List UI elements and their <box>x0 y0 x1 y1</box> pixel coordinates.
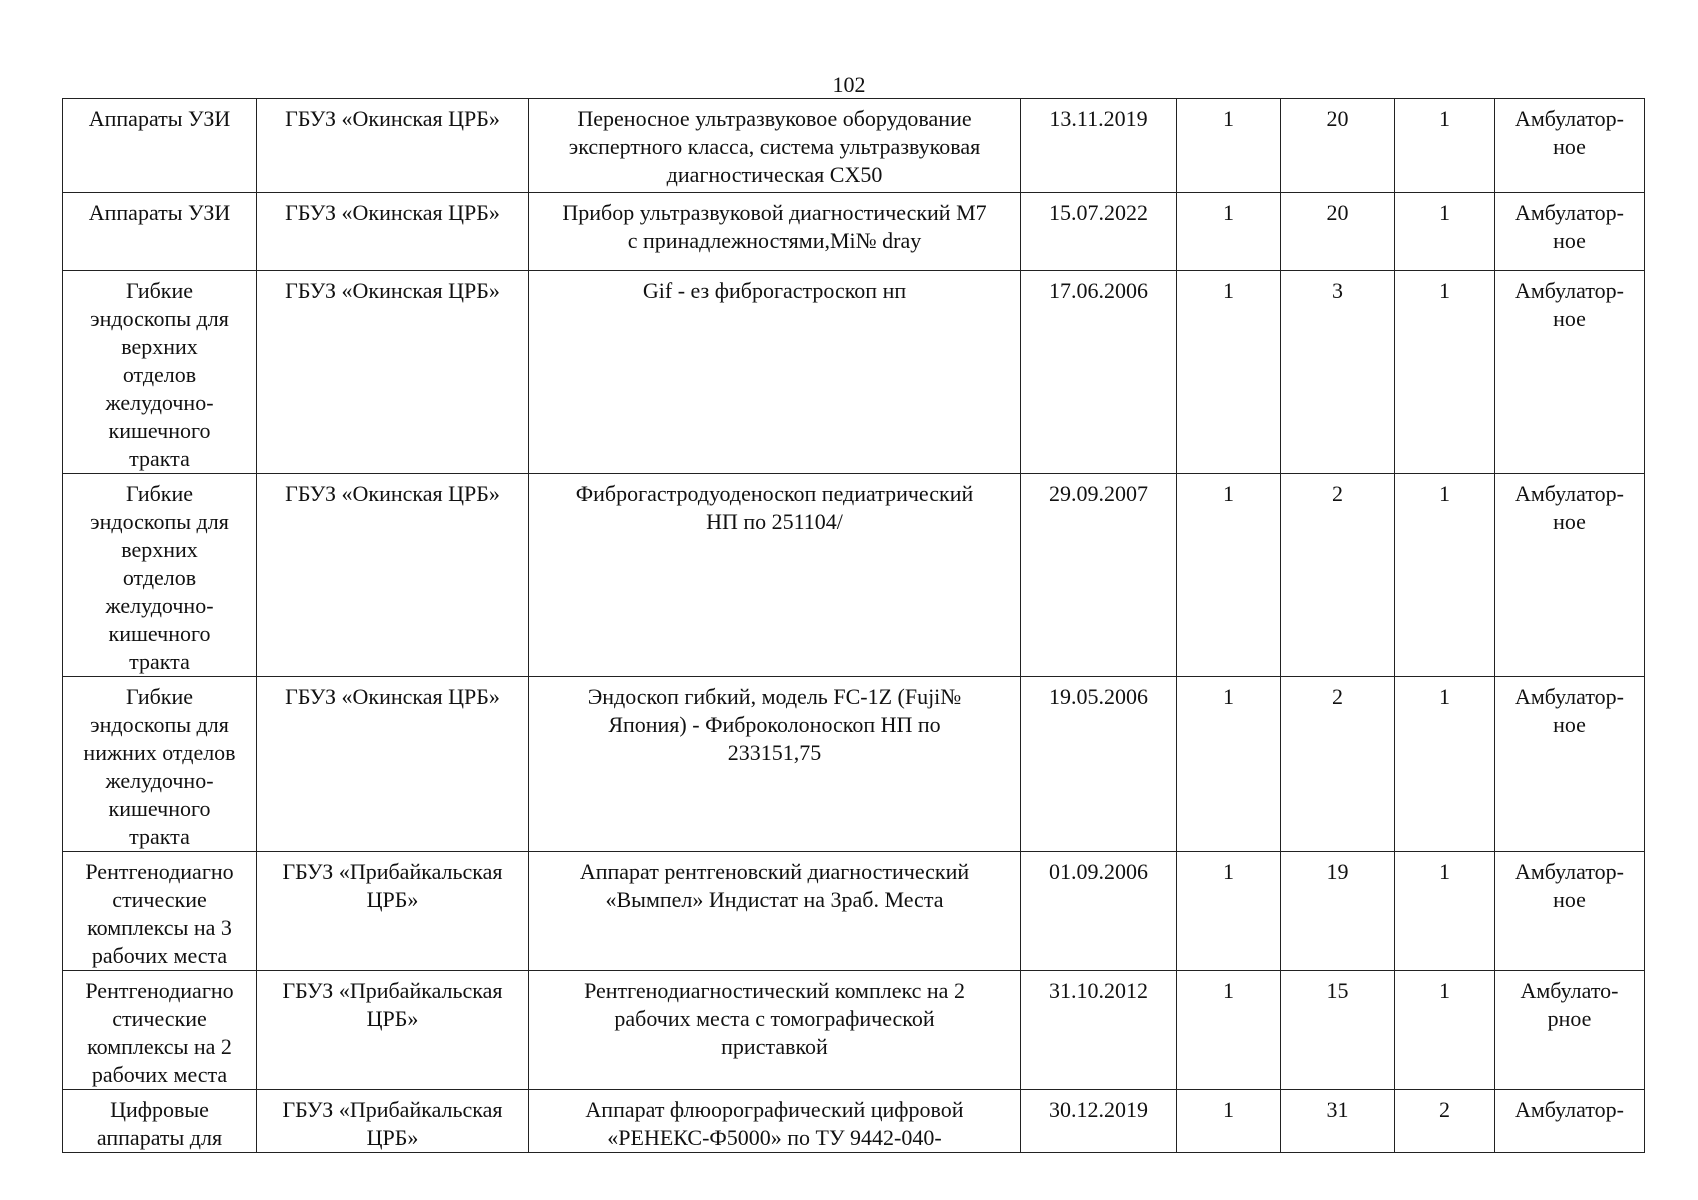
table-row <box>63 1090 1645 1153</box>
cell-description <box>529 99 1021 193</box>
cell-condition-line: ное <box>1553 887 1586 912</box>
cell-condition-line: Амбулатор- <box>1514 106 1625 131</box>
cell-description <box>529 1090 1021 1153</box>
cell-description-line: Прибор ультразвуковой диагностический M7 <box>562 200 987 225</box>
cell-col7-value: 1 <box>1439 106 1450 131</box>
cell-category-line: кишечного <box>108 796 211 821</box>
cell-description <box>529 271 1021 474</box>
cell-organization <box>257 474 529 677</box>
cell-category-line: Аппараты УЗИ <box>88 106 231 131</box>
cell-condition-line: Амбулатор- <box>1514 859 1625 884</box>
cell-category-line: Гибкие <box>125 278 194 303</box>
cell-col6 <box>1281 852 1395 971</box>
cell-date-value: 17.06.2006 <box>1049 278 1148 303</box>
cell-col7 <box>1395 474 1495 677</box>
cell-condition-line: ное <box>1553 712 1586 737</box>
cell-category-line: Гибкие <box>125 684 194 709</box>
cell-organization <box>257 677 529 852</box>
cell-category-line: кишечного <box>108 621 211 646</box>
cell-organization-line: ГБУЗ «Окинская ЦРБ» <box>285 200 500 225</box>
cell-col6-value: 31 <box>1326 1097 1349 1122</box>
cell-col7-value: 1 <box>1439 481 1450 506</box>
cell-organization <box>257 852 529 971</box>
cell-col5-value: 1 <box>1223 200 1234 225</box>
cell-condition <box>1495 1090 1645 1153</box>
cell-condition-line: ное <box>1553 306 1586 331</box>
cell-organization-line: ЦРБ» <box>366 887 419 912</box>
cell-category-line: Рентгенодиагно <box>85 859 234 884</box>
cell-col6 <box>1281 971 1395 1090</box>
table-row <box>63 193 1645 271</box>
cell-col7-value: 2 <box>1439 1097 1450 1122</box>
cell-col6-value: 20 <box>1326 106 1349 131</box>
cell-col6 <box>1281 677 1395 852</box>
cell-col6 <box>1281 193 1395 271</box>
cell-description-line: экспертного класса, система ультразвуковая <box>568 134 981 159</box>
cell-date <box>1021 1090 1177 1153</box>
cell-description-line: Рентгенодиагностический комплекс на 2 <box>584 978 965 1003</box>
cell-col5 <box>1177 99 1281 193</box>
table-row <box>63 971 1645 1090</box>
cell-category-line: тракта <box>129 649 190 674</box>
cell-category-line: эндоскопы для <box>90 509 229 534</box>
cell-date-value: 15.07.2022 <box>1049 200 1148 225</box>
cell-col5-value: 1 <box>1223 278 1234 303</box>
cell-category-line: комплексы на 3 <box>87 915 232 940</box>
cell-col7 <box>1395 99 1495 193</box>
cell-col6-value: 3 <box>1332 278 1343 303</box>
cell-col7-value: 1 <box>1439 978 1450 1003</box>
cell-date <box>1021 852 1177 971</box>
cell-col5 <box>1177 474 1281 677</box>
cell-category-line: желудочно- <box>105 768 214 793</box>
cell-organization-line: ГБУЗ «Окинская ЦРБ» <box>285 481 500 506</box>
cell-category-line: нижних отделов <box>83 740 236 765</box>
cell-col6-value: 15 <box>1326 978 1349 1003</box>
cell-col5-value: 1 <box>1223 1097 1234 1122</box>
cell-description-line: Gif - ез фиброгастроскоп нп <box>642 278 907 303</box>
cell-description-line: Фиброгастродуоденоскоп педиатрический <box>575 481 974 506</box>
cell-category-line: тракта <box>129 446 190 471</box>
cell-description-line: 233151,75 <box>727 740 822 765</box>
cell-col7-value: 1 <box>1439 859 1450 884</box>
cell-col6 <box>1281 271 1395 474</box>
cell-description <box>529 474 1021 677</box>
cell-organization-line: ГБУЗ «Прибайкальская <box>282 978 503 1003</box>
cell-date <box>1021 474 1177 677</box>
cell-col6 <box>1281 99 1395 193</box>
cell-category-line: желудочно- <box>105 390 214 415</box>
cell-category-line: Рентгенодиагно <box>85 978 234 1003</box>
cell-organization-line: ГБУЗ «Окинская ЦРБ» <box>285 684 500 709</box>
cell-category-line: рабочих места <box>91 943 228 968</box>
cell-col7 <box>1395 971 1495 1090</box>
cell-category-line: Аппараты УЗИ <box>88 200 231 225</box>
cell-col7 <box>1395 193 1495 271</box>
cell-col6 <box>1281 1090 1395 1153</box>
cell-description-line: диагностическая CX50 <box>666 162 883 187</box>
cell-description-line: Аппарат рентгеновский диагностический <box>579 859 970 884</box>
cell-description <box>529 852 1021 971</box>
table-row <box>63 677 1645 852</box>
cell-col5 <box>1177 193 1281 271</box>
cell-date-value: 01.09.2006 <box>1049 859 1148 884</box>
cell-date <box>1021 271 1177 474</box>
cell-condition-line: Амбулатор- <box>1514 278 1625 303</box>
cell-col5-value: 1 <box>1223 859 1234 884</box>
cell-description-line: «Вымпел» Индистат на 3раб. Места <box>605 887 944 912</box>
cell-date <box>1021 193 1177 271</box>
cell-description-line: Переносное ультразвуковое оборудование <box>577 106 972 131</box>
cell-col7-value: 1 <box>1439 200 1450 225</box>
cell-category <box>63 1090 257 1153</box>
cell-category-line: отделов <box>122 362 197 387</box>
cell-condition <box>1495 193 1645 271</box>
cell-condition-line: Амбулатор- <box>1514 1097 1625 1122</box>
cell-category-line: эндоскопы для <box>90 306 229 331</box>
cell-condition <box>1495 99 1645 193</box>
cell-description-line: «РЕНЕКС-Ф5000» по ТУ 9442-040- <box>607 1125 942 1150</box>
cell-category-line: отделов <box>122 565 197 590</box>
cell-category <box>63 677 257 852</box>
cell-category-line: рабочих места <box>91 1062 228 1087</box>
cell-condition <box>1495 677 1645 852</box>
cell-category-line: верхних <box>121 334 198 359</box>
cell-category-line: желудочно- <box>105 593 214 618</box>
cell-condition <box>1495 852 1645 971</box>
cell-date-value: 31.10.2012 <box>1049 978 1148 1003</box>
table-row <box>63 99 1645 193</box>
cell-category-line: тракта <box>129 824 190 849</box>
cell-organization-line: ЦРБ» <box>366 1125 419 1150</box>
cell-condition <box>1495 271 1645 474</box>
cell-description <box>529 677 1021 852</box>
cell-col7 <box>1395 852 1495 971</box>
cell-condition-line: Амбулатор- <box>1514 684 1625 709</box>
cell-category <box>63 971 257 1090</box>
cell-condition <box>1495 971 1645 1090</box>
cell-category-line: стические <box>112 1006 207 1031</box>
cell-col7 <box>1395 1090 1495 1153</box>
cell-category <box>63 852 257 971</box>
cell-category-line: верхних <box>121 537 198 562</box>
cell-col6-value: 20 <box>1326 200 1349 225</box>
cell-col5-value: 1 <box>1223 106 1234 131</box>
cell-category-line: аппараты для <box>96 1125 223 1150</box>
cell-col7-value: 1 <box>1439 684 1450 709</box>
cell-condition-line: ное <box>1553 228 1586 253</box>
cell-date <box>1021 99 1177 193</box>
cell-col7 <box>1395 677 1495 852</box>
cell-organization <box>257 99 529 193</box>
cell-col5 <box>1177 852 1281 971</box>
cell-col7 <box>1395 271 1495 474</box>
cell-condition-line: Амбулатор- <box>1514 200 1625 225</box>
cell-description-line: Эндоскоп гибкий, модель FC-1Z (Fuji№ <box>587 684 962 709</box>
cell-col6-value: 2 <box>1332 481 1343 506</box>
page-number: 102 <box>832 72 866 97</box>
cell-col5-value: 1 <box>1223 978 1234 1003</box>
cell-col6 <box>1281 474 1395 677</box>
cell-condition-line: ное <box>1553 509 1586 534</box>
cell-col5-value: 1 <box>1223 684 1234 709</box>
table-row <box>63 852 1645 971</box>
cell-date-value: 29.09.2007 <box>1049 481 1148 506</box>
cell-description-line: НП по 251104/ <box>706 509 843 534</box>
cell-category-line: комплексы на 2 <box>87 1034 232 1059</box>
cell-col7-value: 1 <box>1439 278 1450 303</box>
cell-category-line: стические <box>112 887 207 912</box>
cell-category <box>63 271 257 474</box>
equipment-table <box>62 98 1645 1153</box>
cell-description <box>529 971 1021 1090</box>
cell-col5 <box>1177 1090 1281 1153</box>
cell-col5-value: 1 <box>1223 481 1234 506</box>
cell-description-line: Аппарат флюорографический цифровой <box>585 1097 964 1122</box>
cell-col6-value: 19 <box>1326 859 1349 884</box>
cell-date <box>1021 971 1177 1090</box>
cell-date-value: 30.12.2019 <box>1049 1097 1148 1122</box>
table-row <box>63 474 1645 677</box>
cell-organization <box>257 1090 529 1153</box>
cell-category-line: Цифровые <box>110 1097 209 1122</box>
cell-category <box>63 193 257 271</box>
cell-description-line: Япония) - Фиброколоноскоп НП по <box>608 712 941 737</box>
cell-col5 <box>1177 677 1281 852</box>
cell-organization <box>257 971 529 1090</box>
cell-category-line: кишечного <box>108 418 211 443</box>
cell-category <box>63 99 257 193</box>
cell-category-line: эндоскопы для <box>90 712 229 737</box>
cell-col5 <box>1177 971 1281 1090</box>
cell-condition-line: Амбулато- <box>1520 978 1619 1003</box>
cell-organization <box>257 193 529 271</box>
cell-condition-line: рное <box>1547 1006 1592 1031</box>
cell-description-line: приставкой <box>721 1034 828 1059</box>
cell-condition-line: Амбулатор- <box>1514 481 1625 506</box>
cell-col6-value: 2 <box>1332 684 1343 709</box>
cell-organization-line: ГБУЗ «Прибайкальская <box>282 1097 503 1122</box>
cell-description <box>529 193 1021 271</box>
cell-organization <box>257 271 529 474</box>
cell-condition-line: ное <box>1553 134 1586 159</box>
cell-category-line: Гибкие <box>125 481 194 506</box>
table-row <box>63 271 1645 474</box>
cell-organization-line: ГБУЗ «Окинская ЦРБ» <box>285 278 500 303</box>
cell-description-line: с принадлежностями,Mi№ dray <box>627 228 922 253</box>
cell-organization-line: ГБУЗ «Прибайкальская <box>282 859 503 884</box>
cell-organization-line: ЦРБ» <box>366 1006 419 1031</box>
cell-date-value: 13.11.2019 <box>1049 106 1148 131</box>
cell-category <box>63 474 257 677</box>
cell-date <box>1021 677 1177 852</box>
cell-col5 <box>1177 271 1281 474</box>
cell-description-line: рабочих места с томографической <box>614 1006 935 1031</box>
cell-condition <box>1495 474 1645 677</box>
cell-date-value: 19.05.2006 <box>1049 684 1148 709</box>
cell-organization-line: ГБУЗ «Окинская ЦРБ» <box>285 106 500 131</box>
